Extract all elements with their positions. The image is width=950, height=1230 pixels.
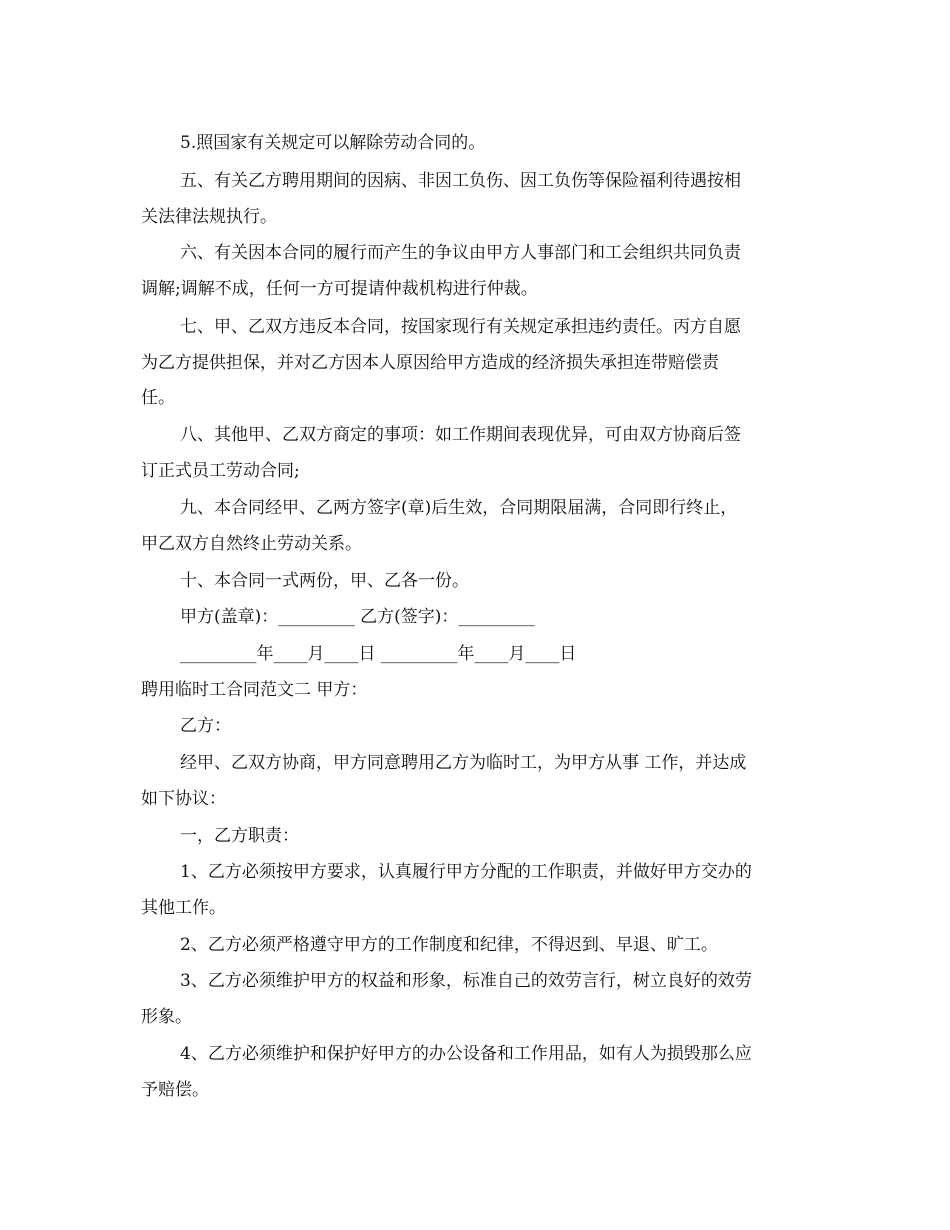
- text-line: 十、本合同一式两份，甲、乙各一份。: [180, 571, 469, 591]
- text-line: 经甲、乙双方协商，甲方同意聘用乙方为临时工，为甲方从事 工作，并达成: [180, 753, 747, 773]
- text-line: 其他工作。: [141, 898, 226, 918]
- date-line: _________年____月____日 _________年____月____日: [180, 644, 577, 664]
- text-line: 4、乙方必须维护和保护好甲方的办公设备和工作用品，如有人为损毁那么应: [180, 1044, 752, 1064]
- text-line: 2、乙方必须严格遵守甲方的工作制度和纪律，不得迟到、早退、旷工。: [180, 935, 718, 955]
- text-line: 九、本合同经甲、乙两方签字(章)后生效，合同期限届满，合同即行终止，: [180, 498, 738, 518]
- text-line: 乙方：: [180, 716, 231, 736]
- text-line: 如下协议：: [141, 789, 226, 809]
- text-line: 七、甲、乙双方违反本合同，按国家现行有关规定承担违约责任。丙方自愿: [180, 317, 741, 337]
- section-title: 聘用临时工合同范文二 甲方：: [141, 680, 368, 700]
- text-line: 一，乙方职责：: [180, 826, 299, 846]
- text-line: 1、乙方必须按甲方要求，认真履行甲方分配的工作职责，并做好甲方交办的: [180, 862, 752, 882]
- text-line: 任。: [141, 388, 175, 408]
- text-line: 予赔偿。: [141, 1080, 209, 1100]
- text-line: 调解;调解不成，任何一方可提请仲裁机构进行仲裁。: [141, 279, 538, 299]
- text-line: 关法律法规执行。: [141, 207, 277, 227]
- text-line: 八、其他甲、乙双方商定的事项：如工作期间表现优异，可由双方协商后签: [180, 425, 741, 445]
- signature-line: 甲方(盖章)：_________ 乙方(签字)：_________: [180, 607, 535, 627]
- text-line: 订正式员工劳动合同;: [141, 461, 300, 481]
- text-line: 甲乙双方自然终止劳动关系。: [141, 534, 362, 554]
- text-line: 5.照国家有关规定可以解除劳动合同的。: [180, 133, 486, 153]
- text-line: 为乙方提供担保，并对乙方因本人原因给甲方造成的经济损失承担连带赔偿责: [141, 353, 719, 373]
- text-line: 3、乙方必须维护甲方的权益和形象，标准自己的效劳言行，树立良好的效劳: [180, 971, 752, 991]
- text-line: 六、有关因本合同的履行而产生的争议由甲方人事部门和工会组织共同负责: [180, 243, 741, 263]
- text-line: 五、有关乙方聘用期间的因病、非因工负伤、因工负伤等保险福利待遇按相: [180, 171, 741, 191]
- text-line: 形象。: [141, 1007, 192, 1027]
